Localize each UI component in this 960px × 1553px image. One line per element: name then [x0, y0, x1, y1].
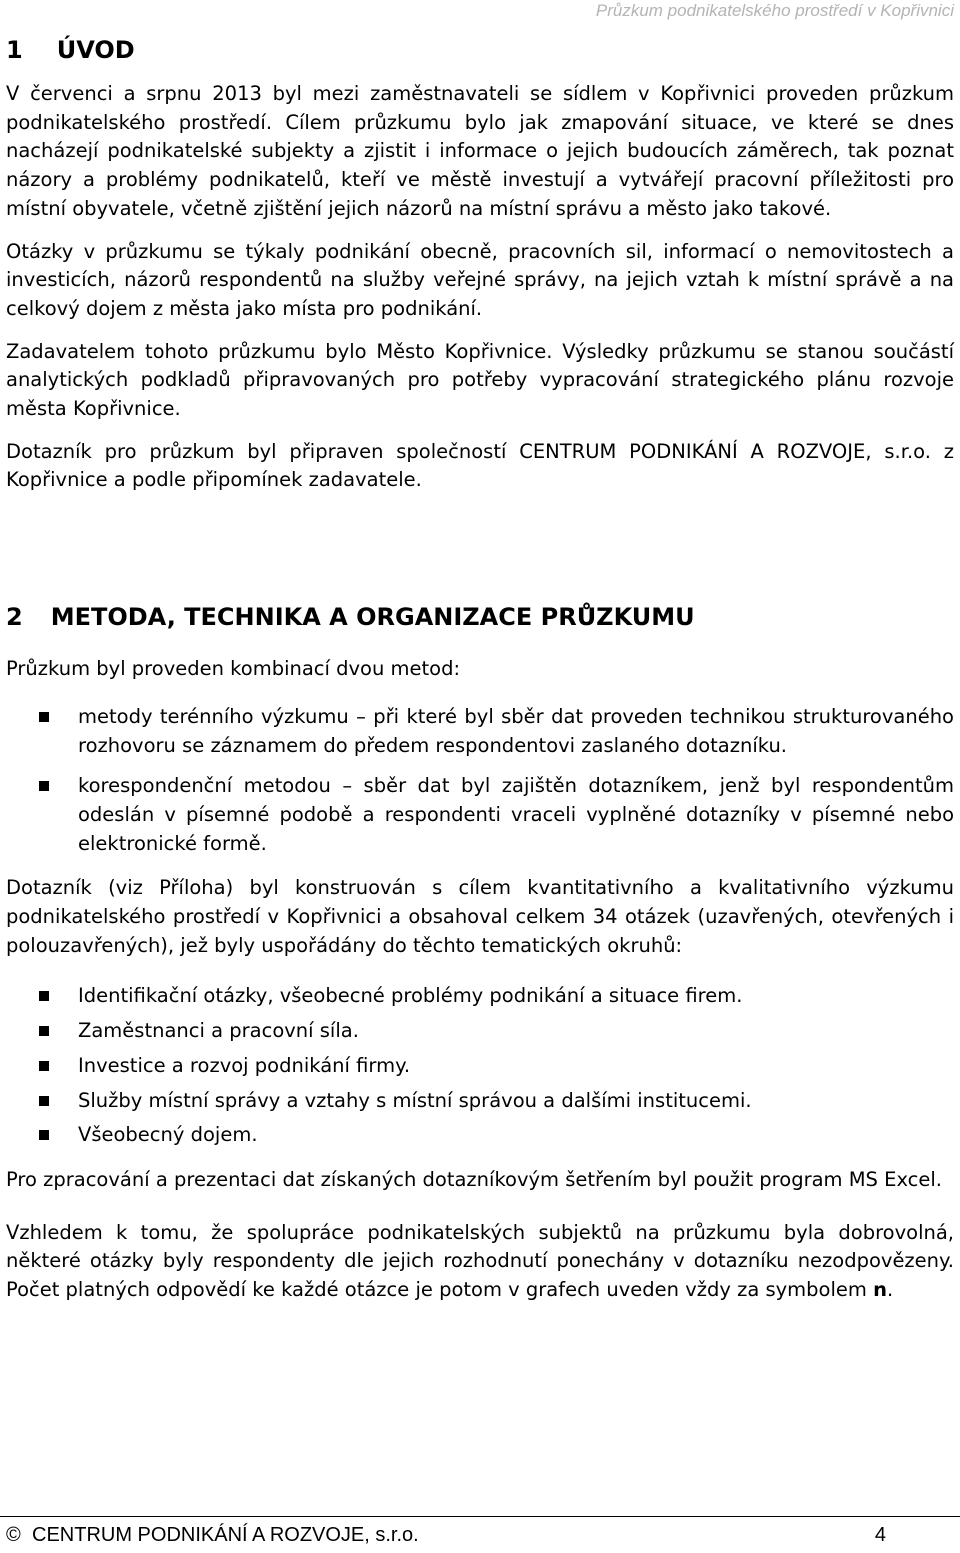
list-item — [6, 1087, 954, 1116]
list-item — [6, 772, 954, 858]
square-bullet-icon — [39, 991, 49, 1001]
square-bullet-icon — [39, 712, 49, 722]
square-bullet-icon — [39, 1061, 49, 1071]
voluntary-paragraph-text: Vzhledem k tomu, že spolupráce podnikatelských subjektů na průzkumu byla dobrovolná, některé otázky byly respondenty dle jejich rozhodnutí ponechány v dotazníku nezodpovězeny. Počet platných odpovědí ke každé otázce je potom v grafech uveden vždy za symbolem — [6, 1220, 954, 1302]
topic-text: Zaměstnanci a pracovní síla. — [78, 1019, 359, 1043]
processing-paragraph: Pro zpracování a prezentaci dat získaných dotazníkovým šetřením byl použit program MS Excel. — [6, 1167, 942, 1191]
voluntary-paragraph — [6, 1219, 954, 1305]
list-item — [6, 982, 954, 1011]
page-footer — [6, 1521, 886, 1549]
method-text: metody terénního výzkumu – při které byl sběr dat proveden technikou strukturovaného rozhovoru se záznamem do předem respondentovi zaslaného dotazníku. — [78, 704, 954, 757]
copyright-icon: © — [6, 1524, 21, 1546]
methods-list — [6, 703, 954, 859]
page-number: 4 — [874, 1524, 886, 1546]
section-2-heading — [6, 597, 954, 637]
n-symbol: n — [873, 1278, 887, 1302]
methods-intro: Průzkum byl proveden kombinací dvou metod: — [6, 657, 461, 681]
running-header: Průzkum podnikatelského prostředí v Kopřivnici — [595, 1, 954, 20]
section-2-title: METODA, TECHNIKA A ORGANIZACE PRŮZKUMU — [50, 603, 695, 632]
method-text: korespondenční metodou – sběr dat byl zajištěn dotazníkem, jenž byl respondentům odeslán v písemné podobě a respondenti vraceli vyplněné dotazníky v písemné nebo elektronické formě. — [78, 774, 954, 855]
topic-text: Investice a rozvoj podnikání firmy. — [78, 1053, 411, 1077]
topic-text: Všeobecný dojem. — [78, 1123, 258, 1147]
list-item — [6, 1121, 954, 1150]
list-item — [6, 703, 954, 760]
voluntary-paragraph-end: . — [886, 1278, 894, 1302]
section-1-heading — [6, 30, 954, 70]
footer-company: CENTRUM PODNIKÁNÍ A ROZVOJE, s.r.o. — [32, 1524, 419, 1546]
page-content — [6, 30, 954, 1305]
intro-paragraph-3: Zadavatelem tohoto průzkumu bylo Město Kopřivnice. Výsledky průzkumu se stanou součástí analytických podkladů připravovaných pro potřeby vypracování strategického plánu rozvoje města Kopřivnice. — [6, 339, 954, 421]
questionnaire-paragraph: Dotazník (viz Příloha) byl konstruován s cílem kvantitativního a kvalitativního výzkumu podnikatelského prostředí v Kopřivnici a obsahoval celkem 34 otázek (uzavřených, otevřených i polouzavřených), jež byly uspořádány do těchto tematických okruhů: — [6, 876, 954, 957]
topics-list — [6, 982, 954, 1150]
topic-text: Služby místní správy a vztahy s místní správou a dalšími institucemi. — [78, 1088, 752, 1112]
intro-paragraph-4: Dotazník pro průzkum byl připraven společností CENTRUM PODNIKÁNÍ A ROZVOJE, s.r.o. z Kopřivnice a podle připomínek zadavatele. — [6, 439, 954, 492]
list-item — [6, 1052, 954, 1081]
section-1-title: ÚVOD — [56, 36, 135, 64]
intro-paragraph-2: Otázky v průzkumu se týkaly podnikání obecně, pracovních sil, informací o nemovitostech a investicích, názorů respondentů na služby veřejné správy, na jejich vztah k místní správě a na celkový dojem z města jako místa pro podnikání. — [6, 239, 954, 320]
intro-paragraph-1: V červenci a srpnu 2013 byl mezi zaměstnavateli se sídlem v Kopřivnici proveden průzkum podnikatelského prostředí. Cílem průzkumu bylo jak zmapování situace, ve které se dnes nacházejí podnikatelské subjekty a zjistit i informace o jejich budoucích záměrech, tak poznat názory a problémy podnikatelů, kteří ve městě investují a vytvářejí pracovní příležitosti pro místní obyvatele, včetně zjištění jejich názorů na místní správu a město jako takové. — [6, 82, 954, 220]
square-bullet-icon — [39, 1026, 49, 1036]
square-bullet-icon — [39, 781, 49, 791]
section-1-number: 1 — [6, 36, 23, 64]
list-item — [6, 1017, 954, 1046]
footer-divider — [0, 1516, 960, 1517]
square-bullet-icon — [39, 1130, 49, 1140]
square-bullet-icon — [39, 1096, 49, 1106]
topic-text: Identifikační otázky, všeobecné problémy podnikání a situace firem. — [78, 984, 743, 1008]
section-2-number: 2 — [6, 603, 23, 632]
